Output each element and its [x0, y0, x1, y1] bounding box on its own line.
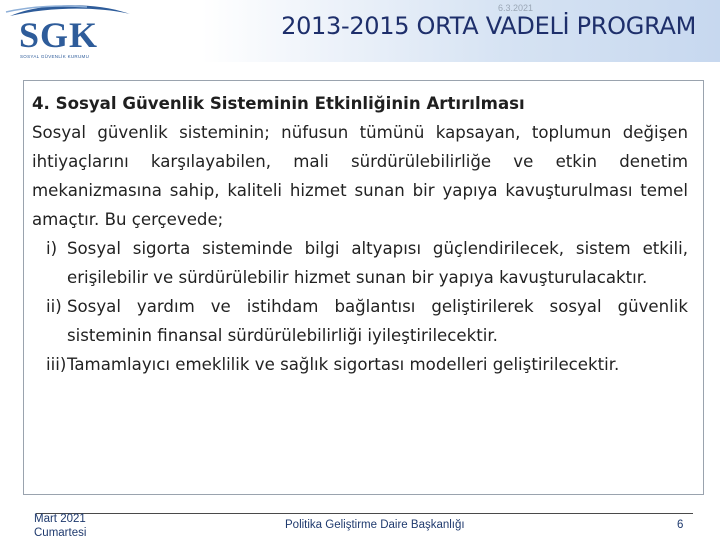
list-marker: i): [46, 239, 58, 258]
list-item: [32, 350, 688, 379]
footer-department: Politika Geliştirme Daire Başkanlığı: [285, 519, 465, 531]
footer-date-day: Cumartesi: [34, 527, 87, 539]
logo-subtitle: SOSYAL GÜVENLİK KURUMU: [20, 54, 90, 59]
list-item-text: Sosyal sigorta sisteminde bilgi altyapısı güçlendirilecek, sistem etkili, erişilebilir ve sürdürülebilir hizmet sunan bir yapıya kavuşturulacaktır.: [67, 239, 688, 287]
list-item: [32, 234, 688, 292]
list-item-text: Sosyal yardım ve istihdam bağlantısı geliştirilerek sosyal güvenlik sisteminin finansal sürdürülebilirliği iyileştirilecektir.: [67, 297, 688, 345]
list-marker: iii): [46, 355, 67, 374]
footer-divider: [36, 513, 693, 514]
header-date: 6.3.2021: [498, 3, 534, 13]
footer-date: [34, 512, 86, 540]
list-item-text: Tamamlayıcı emeklilik ve sağlık sigortası modelleri geliştirilecektir.: [67, 355, 620, 374]
logo-text: SGK: [19, 15, 99, 55]
objective-list: [32, 234, 688, 379]
section-heading: 4. Sosyal Güvenlik Sisteminin Etkinliğinin Artırılması: [32, 94, 525, 113]
footer-date-month: Mart 2021: [34, 513, 86, 525]
list-item: [32, 292, 688, 350]
intro-paragraph: Sosyal güvenlik sisteminin; nüfusun tümünü kapsayan, toplumun değişen ihtiyaçlarını karşılayabilen, mali sürdürülebilirliğe ve etkin denetim mekanizmasına sahip, kaliteli hizmet sunan bir yapıya kavuşturulması temel amaçtır. Bu çerçevede;: [32, 123, 688, 229]
content-box: [23, 80, 704, 495]
sgk-logo: [2, 4, 137, 60]
page-title: 2013-2015 ORTA VADELİ PROGRAM: [281, 12, 696, 40]
page-number: 6: [677, 519, 684, 531]
list-marker: ii): [46, 297, 62, 316]
